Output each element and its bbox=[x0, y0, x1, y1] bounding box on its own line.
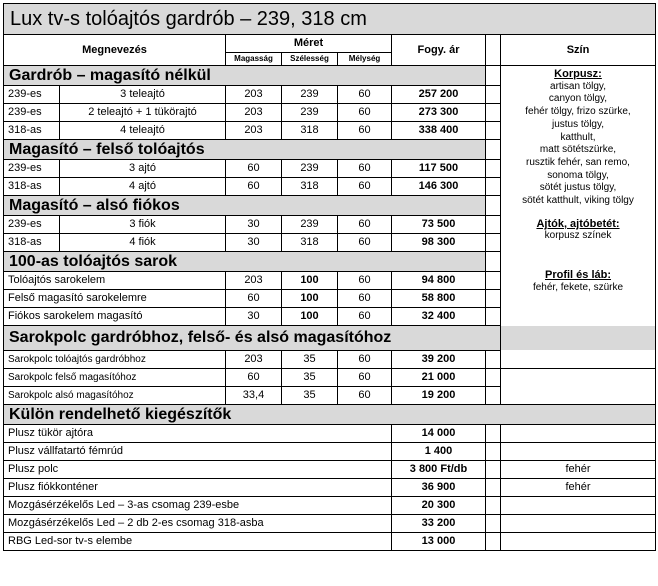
row-width: 239 bbox=[282, 216, 338, 234]
gap-cell bbox=[486, 533, 501, 551]
row-width: 100 bbox=[282, 308, 338, 326]
row-price: 1 400 bbox=[392, 443, 486, 461]
gap-cell bbox=[486, 443, 501, 461]
row-desc: 3 ajtó bbox=[60, 160, 226, 178]
header-name: Megnevezés bbox=[4, 35, 226, 66]
row-height: 60 bbox=[226, 178, 282, 196]
row-name: Plusz vállfatartó fémrúd bbox=[4, 443, 392, 461]
korpusz-item: sonoma tölgy, bbox=[547, 169, 609, 181]
ajtok-value: korpusz színek bbox=[544, 230, 612, 242]
gap-cell bbox=[486, 86, 501, 104]
gap-cell bbox=[486, 497, 501, 515]
row-height: 203 bbox=[226, 104, 282, 122]
row-price: 39 200 bbox=[392, 351, 486, 369]
row-price: 273 300 bbox=[392, 104, 486, 122]
row-name: Sarokpolc tolóajtós gardróbhoz bbox=[4, 351, 226, 369]
row-desc: 3 fiók bbox=[60, 216, 226, 234]
row-width: 318 bbox=[282, 122, 338, 140]
header-szelesseg: Szélesség bbox=[282, 53, 338, 66]
row-price: 338 400 bbox=[392, 122, 486, 140]
korpusz-item: katthult, bbox=[560, 131, 596, 143]
korpusz-item: justus tölgy, bbox=[551, 118, 605, 130]
row-name: Plusz tükör ajtóra bbox=[4, 425, 392, 443]
korpusz-item: rusztik fehér, san remo, bbox=[526, 156, 630, 168]
row-width: 100 bbox=[282, 272, 338, 290]
table-row bbox=[4, 479, 656, 497]
gap-cell bbox=[486, 272, 501, 290]
row-width: 239 bbox=[282, 86, 338, 104]
row-price: 20 300 bbox=[392, 497, 486, 515]
header-price: Fogy. ár bbox=[392, 35, 486, 66]
row-height: 60 bbox=[226, 160, 282, 178]
table-row bbox=[4, 425, 656, 443]
row-name: Sarokpolc felső magasítóhoz bbox=[4, 369, 226, 387]
row-color bbox=[501, 533, 656, 551]
row-width: 35 bbox=[282, 369, 338, 387]
gap-cell bbox=[486, 290, 501, 308]
row-price: 257 200 bbox=[392, 86, 486, 104]
table-row bbox=[4, 369, 656, 387]
row-price: 98 300 bbox=[392, 234, 486, 252]
row-color bbox=[501, 497, 656, 515]
gap-cell bbox=[486, 369, 501, 387]
section-title: Sarokpolc gardróbhoz, felső- és alsó magasítóhoz bbox=[4, 326, 656, 351]
gap-cell bbox=[486, 515, 501, 533]
row-price: 146 300 bbox=[392, 178, 486, 196]
gap-cell bbox=[486, 122, 501, 140]
row-name: Plusz fiókkonténer bbox=[4, 479, 392, 497]
gap-cell bbox=[486, 160, 501, 178]
row-size: 239-es bbox=[4, 160, 60, 178]
row-height: 30 bbox=[226, 234, 282, 252]
row-desc: 2 teleajtó + 1 tükörajtó bbox=[60, 104, 226, 122]
row-size: 239-es bbox=[4, 86, 60, 104]
row-height: 203 bbox=[226, 272, 282, 290]
row-price: 73 500 bbox=[392, 216, 486, 234]
row-name: Plusz polc bbox=[4, 461, 392, 479]
row-depth: 60 bbox=[338, 369, 392, 387]
table-row bbox=[4, 533, 656, 551]
color-info bbox=[501, 66, 656, 369]
section-title: Külön rendelhető kiegészítők bbox=[4, 405, 656, 425]
table-row bbox=[4, 515, 656, 533]
row-price: 33 200 bbox=[392, 515, 486, 533]
gap-cell bbox=[486, 104, 501, 122]
row-depth: 60 bbox=[338, 290, 392, 308]
row-name: Mozgásérzékelős Led – 3-as csomag 239-esbe bbox=[4, 497, 392, 515]
row-name: Fiókos sarokelem magasító bbox=[4, 308, 226, 326]
row-width: 35 bbox=[282, 387, 338, 405]
row-height: 30 bbox=[226, 308, 282, 326]
row-name: Tolóajtós sarokelem bbox=[4, 272, 226, 290]
korpusz-item: sötét katthult, viking tölgy bbox=[522, 195, 634, 207]
row-color bbox=[501, 443, 656, 461]
header-meret: Méret bbox=[226, 35, 392, 53]
price-table bbox=[3, 3, 656, 551]
row-price: 58 800 bbox=[392, 290, 486, 308]
section-title: Magasító – alsó fiókos bbox=[4, 196, 486, 216]
row-name: Sarokpolc alsó magasítóhoz bbox=[4, 387, 226, 405]
row-depth: 60 bbox=[338, 104, 392, 122]
korpusz-item: matt sötétszürke, bbox=[539, 144, 617, 156]
gap-cell bbox=[486, 234, 501, 252]
row-height: 60 bbox=[226, 369, 282, 387]
row-height: 203 bbox=[226, 351, 282, 369]
gap-cell bbox=[486, 461, 501, 479]
row-color: fehér bbox=[501, 461, 656, 479]
row-price: 14 000 bbox=[392, 425, 486, 443]
row-name: Mozgásérzékelős Led – 2 db 2-es csomag 318-asba bbox=[4, 515, 392, 533]
gap-cell bbox=[486, 196, 501, 216]
korpusz-item: canyon tölgy, bbox=[548, 93, 608, 105]
row-price: 94 800 bbox=[392, 272, 486, 290]
korpusz-item: fehér tölgy, frizo szürke, bbox=[525, 106, 631, 118]
row-depth: 60 bbox=[338, 216, 392, 234]
header-melyseg: Mélység bbox=[338, 53, 392, 66]
row-height: 30 bbox=[226, 216, 282, 234]
gap-cell bbox=[486, 308, 501, 326]
row-depth: 60 bbox=[338, 308, 392, 326]
gap-cell bbox=[486, 140, 501, 160]
gap-cell bbox=[486, 252, 501, 272]
profil-title: Profil és láb: bbox=[544, 269, 612, 282]
row-width: 239 bbox=[282, 104, 338, 122]
table-row bbox=[4, 387, 656, 405]
row-size: 318-as bbox=[4, 234, 60, 252]
gap-cell bbox=[486, 425, 501, 443]
gap-cell bbox=[486, 351, 501, 369]
row-width: 100 bbox=[282, 290, 338, 308]
gap-cell bbox=[486, 66, 501, 86]
profil-value: fehér, fekete, szürke bbox=[532, 281, 624, 293]
row-desc: 4 fiók bbox=[60, 234, 226, 252]
row-size: 318-as bbox=[4, 178, 60, 196]
row-width: 318 bbox=[282, 178, 338, 196]
row-depth: 60 bbox=[338, 272, 392, 290]
row-width: 239 bbox=[282, 160, 338, 178]
row-price: 21 000 bbox=[392, 369, 486, 387]
table-row bbox=[4, 461, 656, 479]
korpusz-title: Korpusz: bbox=[554, 68, 602, 80]
section-title: 100-as tolóajtós sarok bbox=[4, 252, 486, 272]
row-desc: 4 ajtó bbox=[60, 178, 226, 196]
row-price: 117 500 bbox=[392, 160, 486, 178]
header-color: Szín bbox=[501, 35, 656, 66]
ajtok-title: Ajtók, ajtóbetét: bbox=[536, 217, 620, 230]
row-color bbox=[501, 515, 656, 533]
row-desc: 4 teleajtó bbox=[60, 122, 226, 140]
row-desc: 3 teleajtó bbox=[60, 86, 226, 104]
table-row bbox=[4, 443, 656, 461]
row-price: 36 900 bbox=[392, 479, 486, 497]
section-title: Magasító – felső tolóajtós bbox=[4, 140, 486, 160]
gap-cell bbox=[486, 178, 501, 196]
row-color bbox=[501, 425, 656, 443]
header-magassag: Magasság bbox=[226, 53, 282, 66]
header-gap bbox=[486, 35, 501, 66]
section-title: Gardrób – magasító nélkül bbox=[4, 66, 486, 86]
row-color: fehér bbox=[501, 479, 656, 497]
korpusz-item: sötét justus tölgy, bbox=[539, 182, 617, 194]
row-depth: 60 bbox=[338, 160, 392, 178]
row-price: 13 000 bbox=[392, 533, 486, 551]
row-depth: 60 bbox=[338, 351, 392, 369]
row-height: 33,4 bbox=[226, 387, 282, 405]
row-depth: 60 bbox=[338, 178, 392, 196]
row-height: 203 bbox=[226, 86, 282, 104]
row-price: 3 800 Ft/db bbox=[392, 461, 486, 479]
gap-cell bbox=[486, 216, 501, 234]
row-price: 19 200 bbox=[392, 387, 486, 405]
row-size: 318-as bbox=[4, 122, 60, 140]
gap-cell bbox=[486, 387, 501, 405]
row-depth: 60 bbox=[338, 122, 392, 140]
row-height: 203 bbox=[226, 122, 282, 140]
row-depth: 60 bbox=[338, 86, 392, 104]
row-depth: 60 bbox=[338, 387, 392, 405]
row-name: RBG Led-sor tv-s elembe bbox=[4, 533, 392, 551]
page-title: Lux tv-s tolóajtós gardrób – 239, 318 cm bbox=[4, 4, 656, 35]
row-width: 35 bbox=[282, 351, 338, 369]
table-row bbox=[4, 497, 656, 515]
row-depth: 60 bbox=[338, 234, 392, 252]
row-size: 239-es bbox=[4, 216, 60, 234]
korpusz-item: artisan tölgy, bbox=[550, 80, 606, 92]
row-name: Felső magasító sarokelemre bbox=[4, 290, 226, 308]
row-height: 60 bbox=[226, 290, 282, 308]
row-width: 318 bbox=[282, 234, 338, 252]
row-size: 239-es bbox=[4, 104, 60, 122]
gap-cell bbox=[486, 479, 501, 497]
row-price: 32 400 bbox=[392, 308, 486, 326]
